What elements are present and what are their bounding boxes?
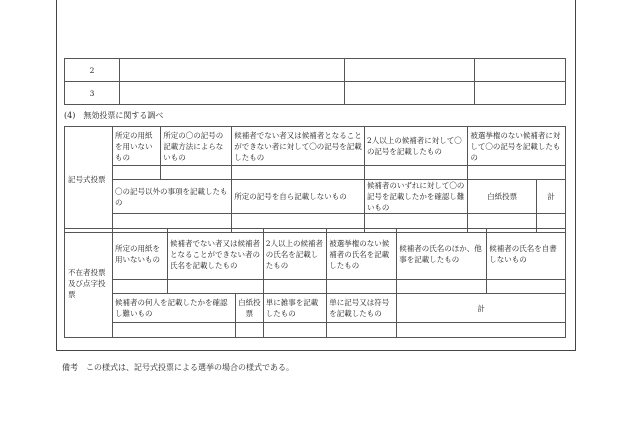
header-cell: 候補者の何人を記載したかを確認し難いもの [113,294,236,323]
value-cell [263,323,326,338]
table-row [65,280,566,294]
value-cell [487,280,566,294]
header-cell: 所定の用紙を用いないもの [113,229,168,280]
table-cell [345,59,475,82]
row-number: 3 [65,82,120,105]
header-cell: 候補者の氏名のほか、他事を記載したもの [397,229,487,280]
value-cell [113,166,161,180]
table-cell [475,82,566,105]
header-cell: 所定の〇の記号の記載方法によらないもの [161,127,232,166]
header-cell: 被選挙権のない候補者に対して〇の記号を記載したもの [468,127,566,166]
header-cell: 候補者のいずれに対して〇の記号を記載したかを確認し難いもの [364,180,467,214]
value-cell [397,280,487,294]
value-cell [397,323,566,338]
header-cell: 候補者の氏名を自書しないもの [487,229,566,280]
header-cell: 所定の用紙を用いないもの [113,127,161,166]
header-cell: 単に雑事を記載したもの [263,294,326,323]
table-row [65,127,566,166]
header-cell: 2人以上の候補者の氏名を記載したもの [263,229,326,280]
header-cell: 候補者でない者又は候補者となることができない者に対して〇の記号を記載したもの [232,127,365,166]
table-row [65,166,566,180]
table-row [65,229,566,280]
table-row [65,323,566,338]
fuzaisha-label: 不在者投票及び点字投票 [65,229,113,338]
header-cell: 所定の記号を自ら記載しないもの [232,180,365,214]
value-cell [468,166,566,180]
value-cell [113,323,236,338]
table-row [65,82,566,105]
header-cell: 計 [397,294,566,323]
header-cell: 計 [536,180,565,214]
table-row [65,294,566,323]
value-cell [263,280,326,294]
header-cell: 白紙投票 [235,294,263,323]
table-cell [475,59,566,82]
value-cell [235,323,263,338]
top-table [64,58,566,105]
value-cell [161,166,232,180]
table-row [65,180,566,214]
header-cell: 〇の記号以外の事項を記載したもの [113,180,232,214]
value-cell [232,166,365,180]
header-cell: 候補者でない者又は候補者となることができない者の氏名を記載したもの [168,229,264,280]
table-cell [345,82,475,105]
invalid-ballot-table [64,126,566,233]
value-cell [364,166,467,180]
value-cell [327,323,397,338]
value-cell [168,280,264,294]
value-cell [113,280,168,294]
table-cell [120,82,345,105]
section-title: (4) 無効投票に関する調べ [64,111,164,120]
remark-note: 備考 この様式は、記号式投票による選挙の場合の様式である。 [62,363,294,372]
header-cell: 白紙投票 [468,180,537,214]
header-cell: 被選挙権のない候補者の氏名を記載したもの [327,229,397,280]
row-number: 2 [65,59,120,82]
table-cell [120,59,345,82]
kigoushiki-label: 記号式投票 [65,127,113,233]
header-cell: 2人以上の候補者に対して〇の記号を記載したもの [364,127,467,166]
value-cell [327,280,397,294]
table-row [65,59,566,82]
header-cell: 単に記号又は符号を記載したもの [327,294,397,323]
fuzaisha-table [64,228,566,338]
